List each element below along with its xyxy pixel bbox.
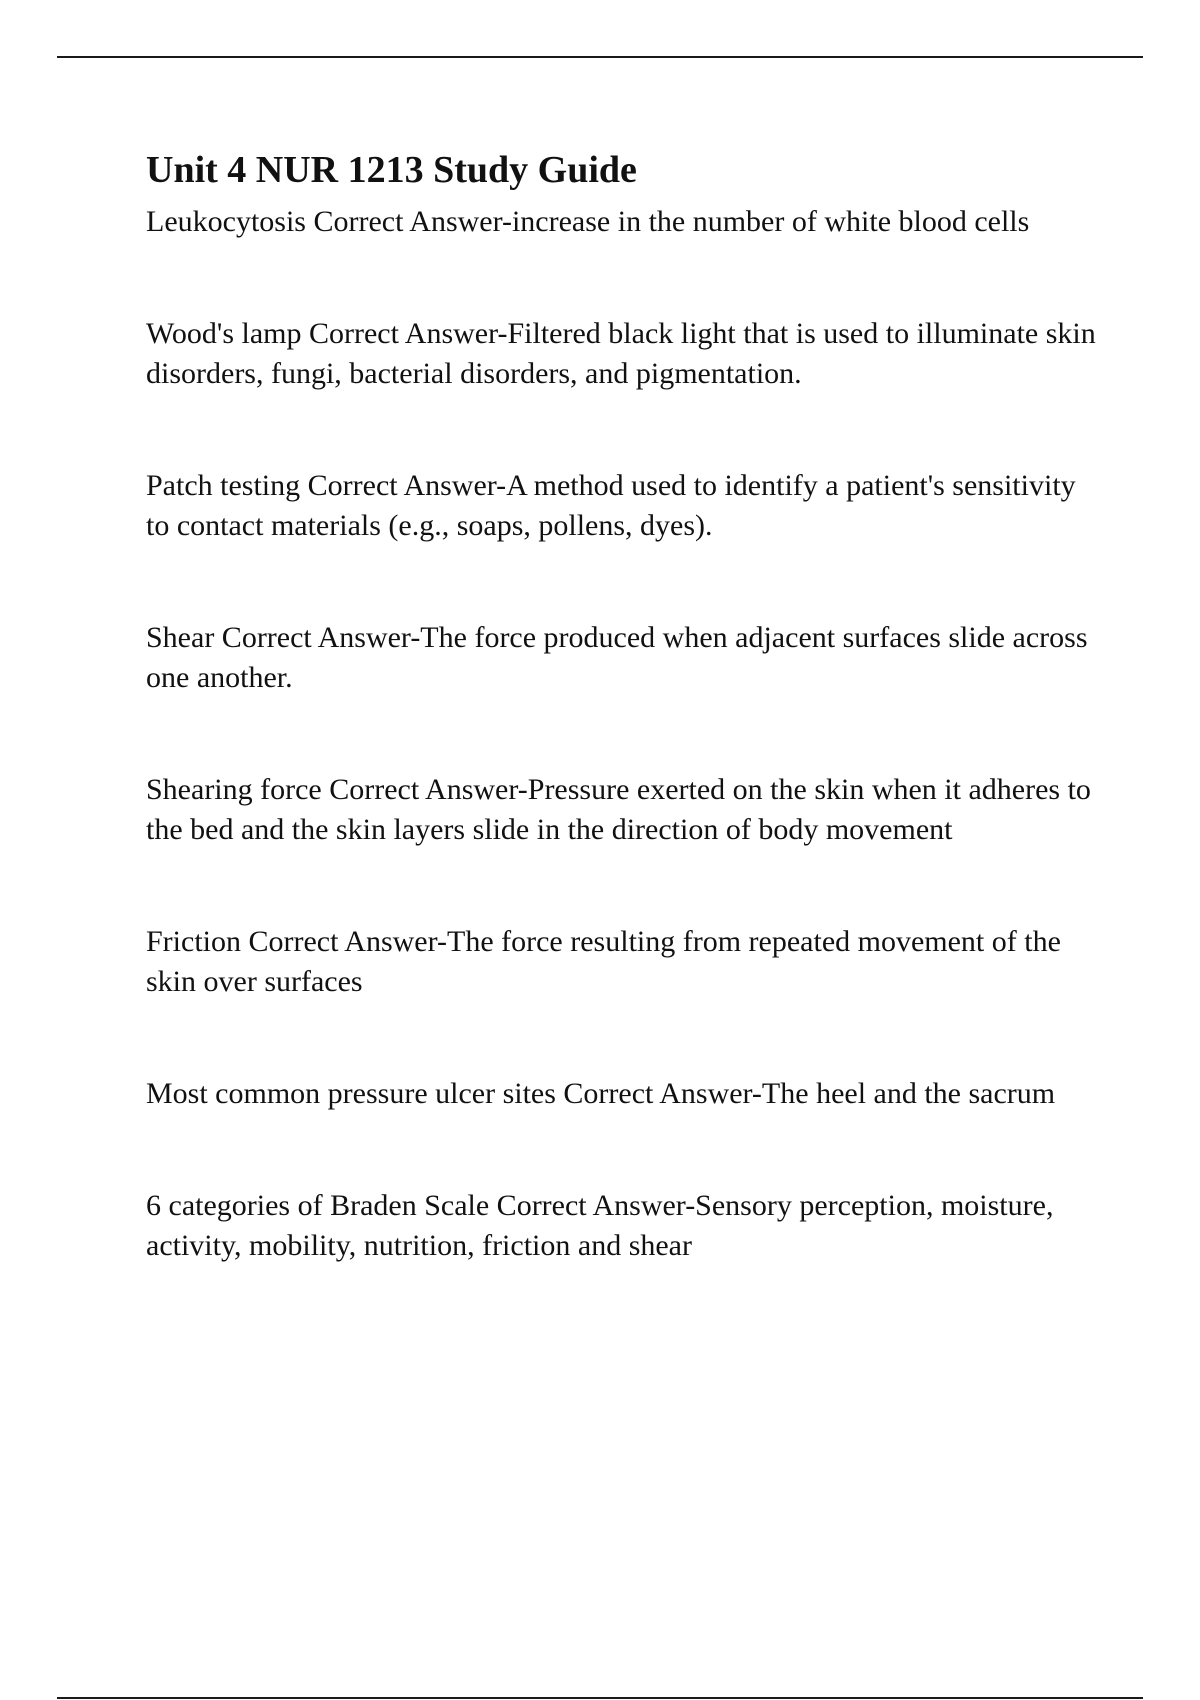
- qa-entry-leukocytosis: Leukocytosis Correct Answer-increase in the number of white blood cells: [146, 205, 1030, 238]
- qa-entry-braden-scale: 6 categories of Braden Scale Correct Answer-Sensory perception, moisture, activity, mobility, nutrition, friction and shear: [146, 1189, 1054, 1262]
- qa-entry-friction: Friction Correct Answer-The force resulting from repeated movement of the skin over surfaces: [146, 925, 1061, 998]
- footer-rule: [57, 1697, 1143, 1699]
- qa-entry-shearing-force: Shearing force Correct Answer-Pressure exerted on the skin when it adheres to the bed and the skin layers slide in the direction of body movement: [146, 773, 1091, 846]
- qa-entry-woods-lamp: Wood's lamp Correct Answer-Filtered black light that is used to illuminate skin disorders, fungi, bacterial disorders, and pigmentation.: [146, 317, 1096, 390]
- document-title: Unit 4 NUR 1213 Study Guide: [146, 149, 637, 191]
- qa-entry-shear: Shear Correct Answer-The force produced when adjacent surfaces slide across one another.: [146, 621, 1088, 694]
- qa-entry-pressure-ulcer-sites: Most common pressure ulcer sites Correct Answer-The heel and the sacrum: [146, 1077, 1056, 1110]
- qa-list: [146, 202, 1096, 1266]
- header-rule: [57, 56, 1143, 58]
- document-body: [146, 144, 1096, 1266]
- qa-entry-patch-testing: Patch testing Correct Answer-A method used to identify a patient's sensitivity to contact materials (e.g., soaps, pollens, dyes).: [146, 469, 1076, 542]
